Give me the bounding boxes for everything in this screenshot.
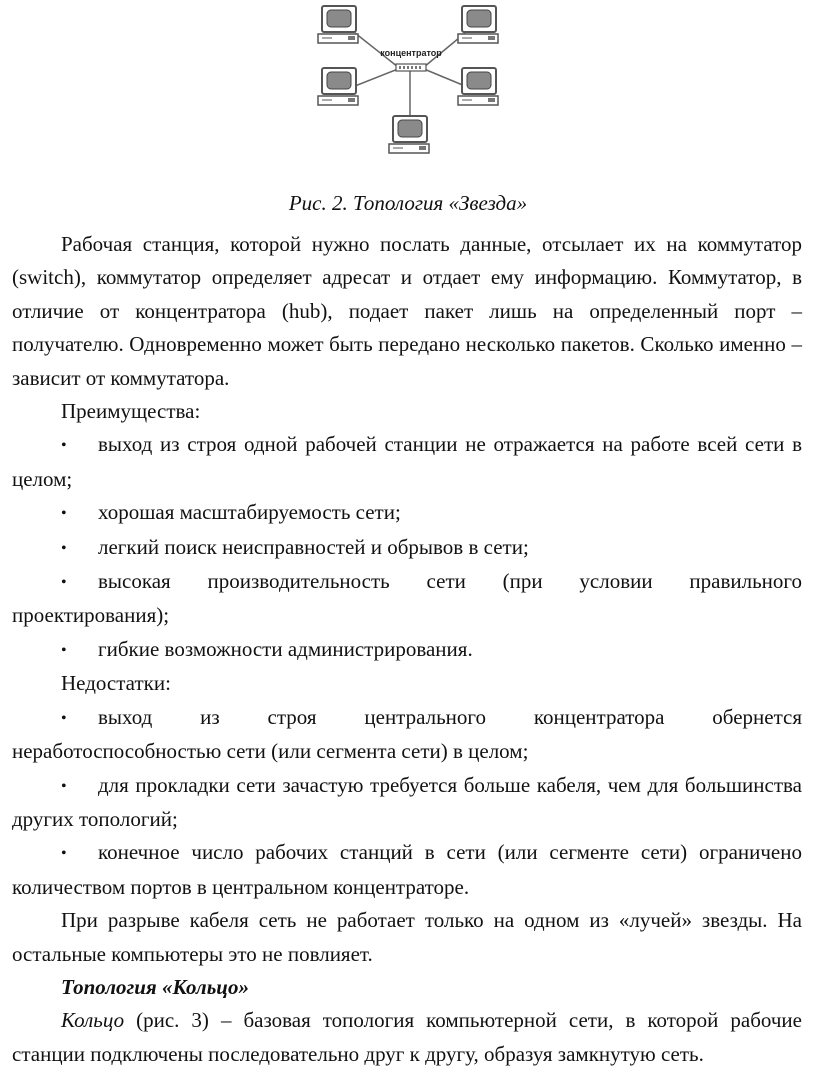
bullet-icon: • bbox=[61, 709, 67, 727]
bullet-icon: • bbox=[61, 574, 67, 592]
document-body bbox=[12, 228, 802, 1071]
list-item-text: высокая производительность сети (при условии правильного проектирования); bbox=[12, 569, 802, 628]
computer-mid-left bbox=[318, 68, 358, 105]
computer-top-right bbox=[458, 6, 498, 43]
list-item-text: выход из строя одной рабочей станции не отражается на работе всей сети в целом; bbox=[12, 432, 802, 491]
star-topology-diagram bbox=[300, 0, 520, 160]
bullet-icon: • bbox=[61, 437, 67, 455]
bullet-icon: • bbox=[61, 641, 67, 659]
cable-break-paragraph: При разрыве кабеля сеть не работает только на одном из «лучей» звезды. На остальные компьютеры это не повлияет. bbox=[12, 908, 802, 966]
list-item bbox=[12, 701, 802, 769]
list-item bbox=[12, 769, 802, 837]
list-item-text: легкий поиск неисправностей и обрывов в сети; bbox=[98, 534, 529, 559]
list-item-text: выход из строя центрального концентратора обернется неработоспособностью сети (или сегмента сети) в целом; bbox=[12, 704, 802, 764]
list-item bbox=[12, 633, 802, 667]
list-item bbox=[12, 496, 802, 530]
cables bbox=[355, 33, 465, 118]
list-item bbox=[12, 565, 802, 633]
bullet-icon: • bbox=[61, 777, 67, 795]
list-item bbox=[12, 531, 802, 565]
computer-top-left bbox=[318, 6, 358, 43]
ring-description: (рис. 3) – базовая топология компьютерной сети, в которой рабочие станции подключены последовательно друг к другу, образуя замкнутую сеть. bbox=[12, 1008, 802, 1066]
ring-paragraph bbox=[12, 1004, 802, 1071]
list-item-text: гибкие возможности администрирования. bbox=[98, 636, 473, 661]
list-item-text: для прокладки сети зачастую требуется больше кабеля, чем для большинства других топологий; bbox=[12, 772, 802, 831]
advantages-heading: Преимущества: bbox=[61, 399, 201, 424]
list-item-text: хорошая масштабируемость сети; bbox=[98, 500, 401, 525]
bullet-icon: • bbox=[61, 845, 67, 863]
list-item-text: конечное число рабочих станций в сети (или сегменте сети) ограничено количеством портов в центральном концентраторе. bbox=[12, 840, 802, 899]
hub-label: концентратор bbox=[380, 48, 442, 58]
computer-bottom bbox=[389, 116, 429, 153]
disadvantages-heading: Недостатки: bbox=[61, 671, 171, 696]
figure-caption: Рис. 2. Топология «Звезда» bbox=[288, 191, 528, 215]
computer-mid-right bbox=[458, 68, 498, 105]
intro-paragraph: Рабочая станция, которой нужно послать данные, отсылает их на коммутатор (switch), коммутатор определяет адресат и отдает ему информацию. Коммутатор, в отличие от концентратора (hub), подает пакет лишь на определенный порт – получателю. Одновременно может быть передано несколько пакетов. Сколько именно – зависит от коммутатора. bbox=[12, 232, 802, 390]
list-item bbox=[12, 428, 802, 496]
ring-topology-heading: Топология «Кольцо» bbox=[61, 974, 249, 999]
list-item bbox=[12, 836, 802, 904]
star-topology-figure bbox=[300, 0, 520, 160]
bullet-icon: • bbox=[61, 539, 67, 557]
bullet-icon: • bbox=[61, 505, 67, 523]
ring-term: Кольцо bbox=[61, 1008, 125, 1033]
